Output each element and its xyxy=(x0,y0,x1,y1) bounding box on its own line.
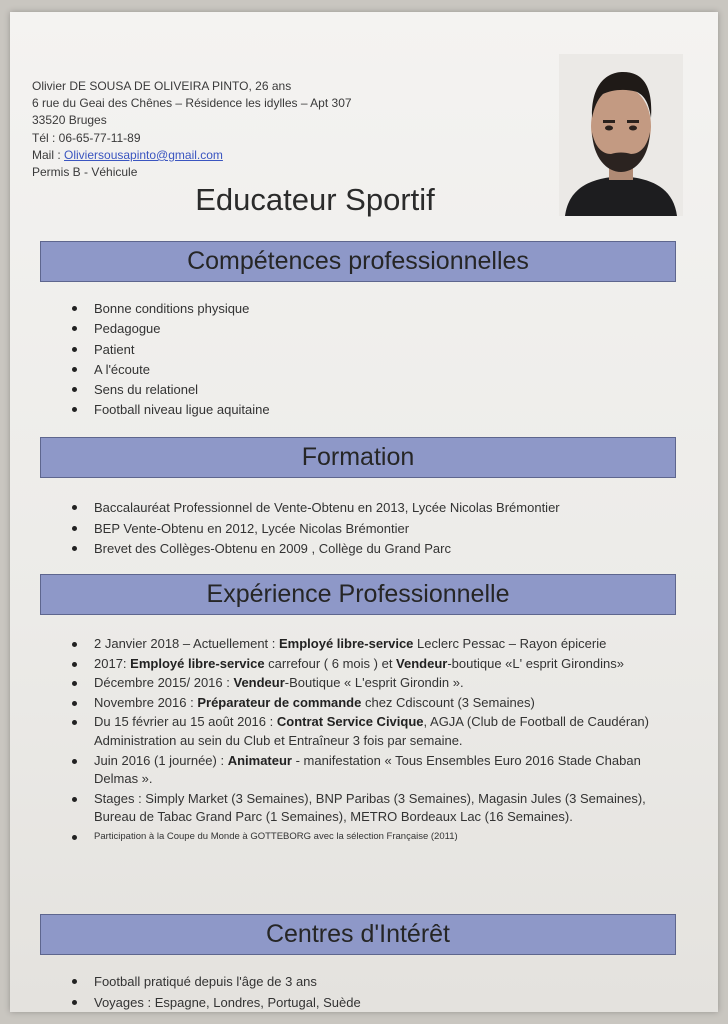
item-text: 2017: xyxy=(94,655,131,671)
contact-phone: Tél : 06-65-77-11-89 xyxy=(32,130,141,145)
list-item: Sens du relationel xyxy=(50,380,270,400)
contact-city: 33520 Bruges xyxy=(32,113,107,128)
contact-mail-link[interactable]: Oliviersousapinto@gmail.com xyxy=(64,147,223,162)
item-text: Participation à la Coupe du Monde à GOTTEBORG avec la sélection Française (2011) xyxy=(94,830,458,842)
contact-address: 6 rue du Geai des Chênes – Résidence les idylles – Apt 307 xyxy=(32,96,352,111)
job-title: Educateur Sportif xyxy=(195,182,435,217)
formation-list xyxy=(50,498,560,560)
list-item: Football niveau ligue aquitaine xyxy=(50,400,270,420)
list-item xyxy=(50,790,650,827)
list-item: Pedagogue xyxy=(50,319,270,339)
item-role: Vendeur xyxy=(396,655,448,671)
item-role: Employé libre-service xyxy=(279,636,414,651)
item-text: carrefour ( 6 mois ) et xyxy=(264,655,397,671)
section-heading-formation: Formation xyxy=(40,437,676,478)
list-item xyxy=(50,828,650,846)
item-text: Leclerc Pessac – Rayon épicerie xyxy=(413,636,607,651)
item-role: Employé libre-service xyxy=(130,655,265,671)
interets-list xyxy=(50,972,361,1012)
list-item: Football pratiqué depuis l'âge de 3 ans xyxy=(50,972,361,993)
resume-page xyxy=(10,12,718,1012)
section-heading-interets: Centres d'Intérêt xyxy=(40,914,676,955)
list-item: Patient xyxy=(50,340,270,360)
item-text: Décembre 2015/ 2016 : xyxy=(94,675,234,691)
item-text: Juin 2016 (1 journée) : xyxy=(94,752,228,768)
item-role: Préparateur de commande xyxy=(197,694,362,710)
item-text: Du 15 février au 15 août 2016 : xyxy=(94,714,277,730)
list-item xyxy=(50,752,650,789)
list-item: Bonne conditions physique xyxy=(50,299,270,319)
contact-block xyxy=(32,78,352,181)
section-heading-competences: Compétences professionnelles xyxy=(40,241,676,282)
experience-list xyxy=(50,635,650,847)
list-item xyxy=(50,713,650,750)
item-text: Delmas ». xyxy=(94,771,153,787)
list-item: Baccalauréat Professionnel de Vente-Obtenu en 2013, Lycée Nicolas Brémontier xyxy=(50,498,560,519)
list-item xyxy=(50,694,650,713)
list-item: BEP Vente-Obtenu en 2012, Lycée Nicolas Brémontier xyxy=(50,519,560,540)
contact-license: Permis B - Véhicule xyxy=(32,165,138,180)
item-text: - manifestation « Tous Ensembles Euro 2016 Stade Chaban xyxy=(292,752,641,768)
item-text: chez Cdiscount (3 Semaines) xyxy=(361,694,535,710)
item-text: Stages : Simply Market (3 Semaines), BNP Paribas (3 Semaines), Magasin Jules (3 Semaines), Bureau de Tabac Grand Parc (1 Semaines), METRO Bordeaux Lac (16 Semaines). xyxy=(94,790,646,825)
section-heading-experience: Expérience Professionnelle xyxy=(40,574,676,615)
list-item xyxy=(50,674,650,693)
item-role: Contrat Service Civique xyxy=(276,714,424,730)
contact-mail-line xyxy=(32,147,352,164)
list-item xyxy=(50,635,650,654)
list-item: Voyages : Espagne, Londres, Portugal, Suède xyxy=(50,993,361,1012)
item-text: 2 Janvier 2018 – Actuellement : xyxy=(94,636,280,651)
item-text: -boutique «L' esprit Girondins» xyxy=(447,655,624,671)
item-role: Vendeur xyxy=(233,675,285,691)
contact-name: Olivier DE SOUSA DE OLIVEIRA PINTO, 26 ans xyxy=(32,79,292,93)
item-role: Animateur xyxy=(227,752,292,768)
item-text: Novembre 2016 : xyxy=(94,694,198,710)
competences-list xyxy=(50,299,270,421)
item-text: , AGJA (Club de Football de Caudéran) Administration au sein du Club et Entraîneur 3 fois par semaine. xyxy=(94,714,649,748)
list-item: A l'écoute xyxy=(50,360,270,380)
item-text: -Boutique « L'esprit Girondin ». xyxy=(284,675,464,691)
list-item: Brevet des Collèges-Obtenu en 2009 , Collège du Grand Parc xyxy=(50,539,560,560)
contact-mail-label: Mail : xyxy=(32,147,65,162)
list-item xyxy=(50,655,650,674)
